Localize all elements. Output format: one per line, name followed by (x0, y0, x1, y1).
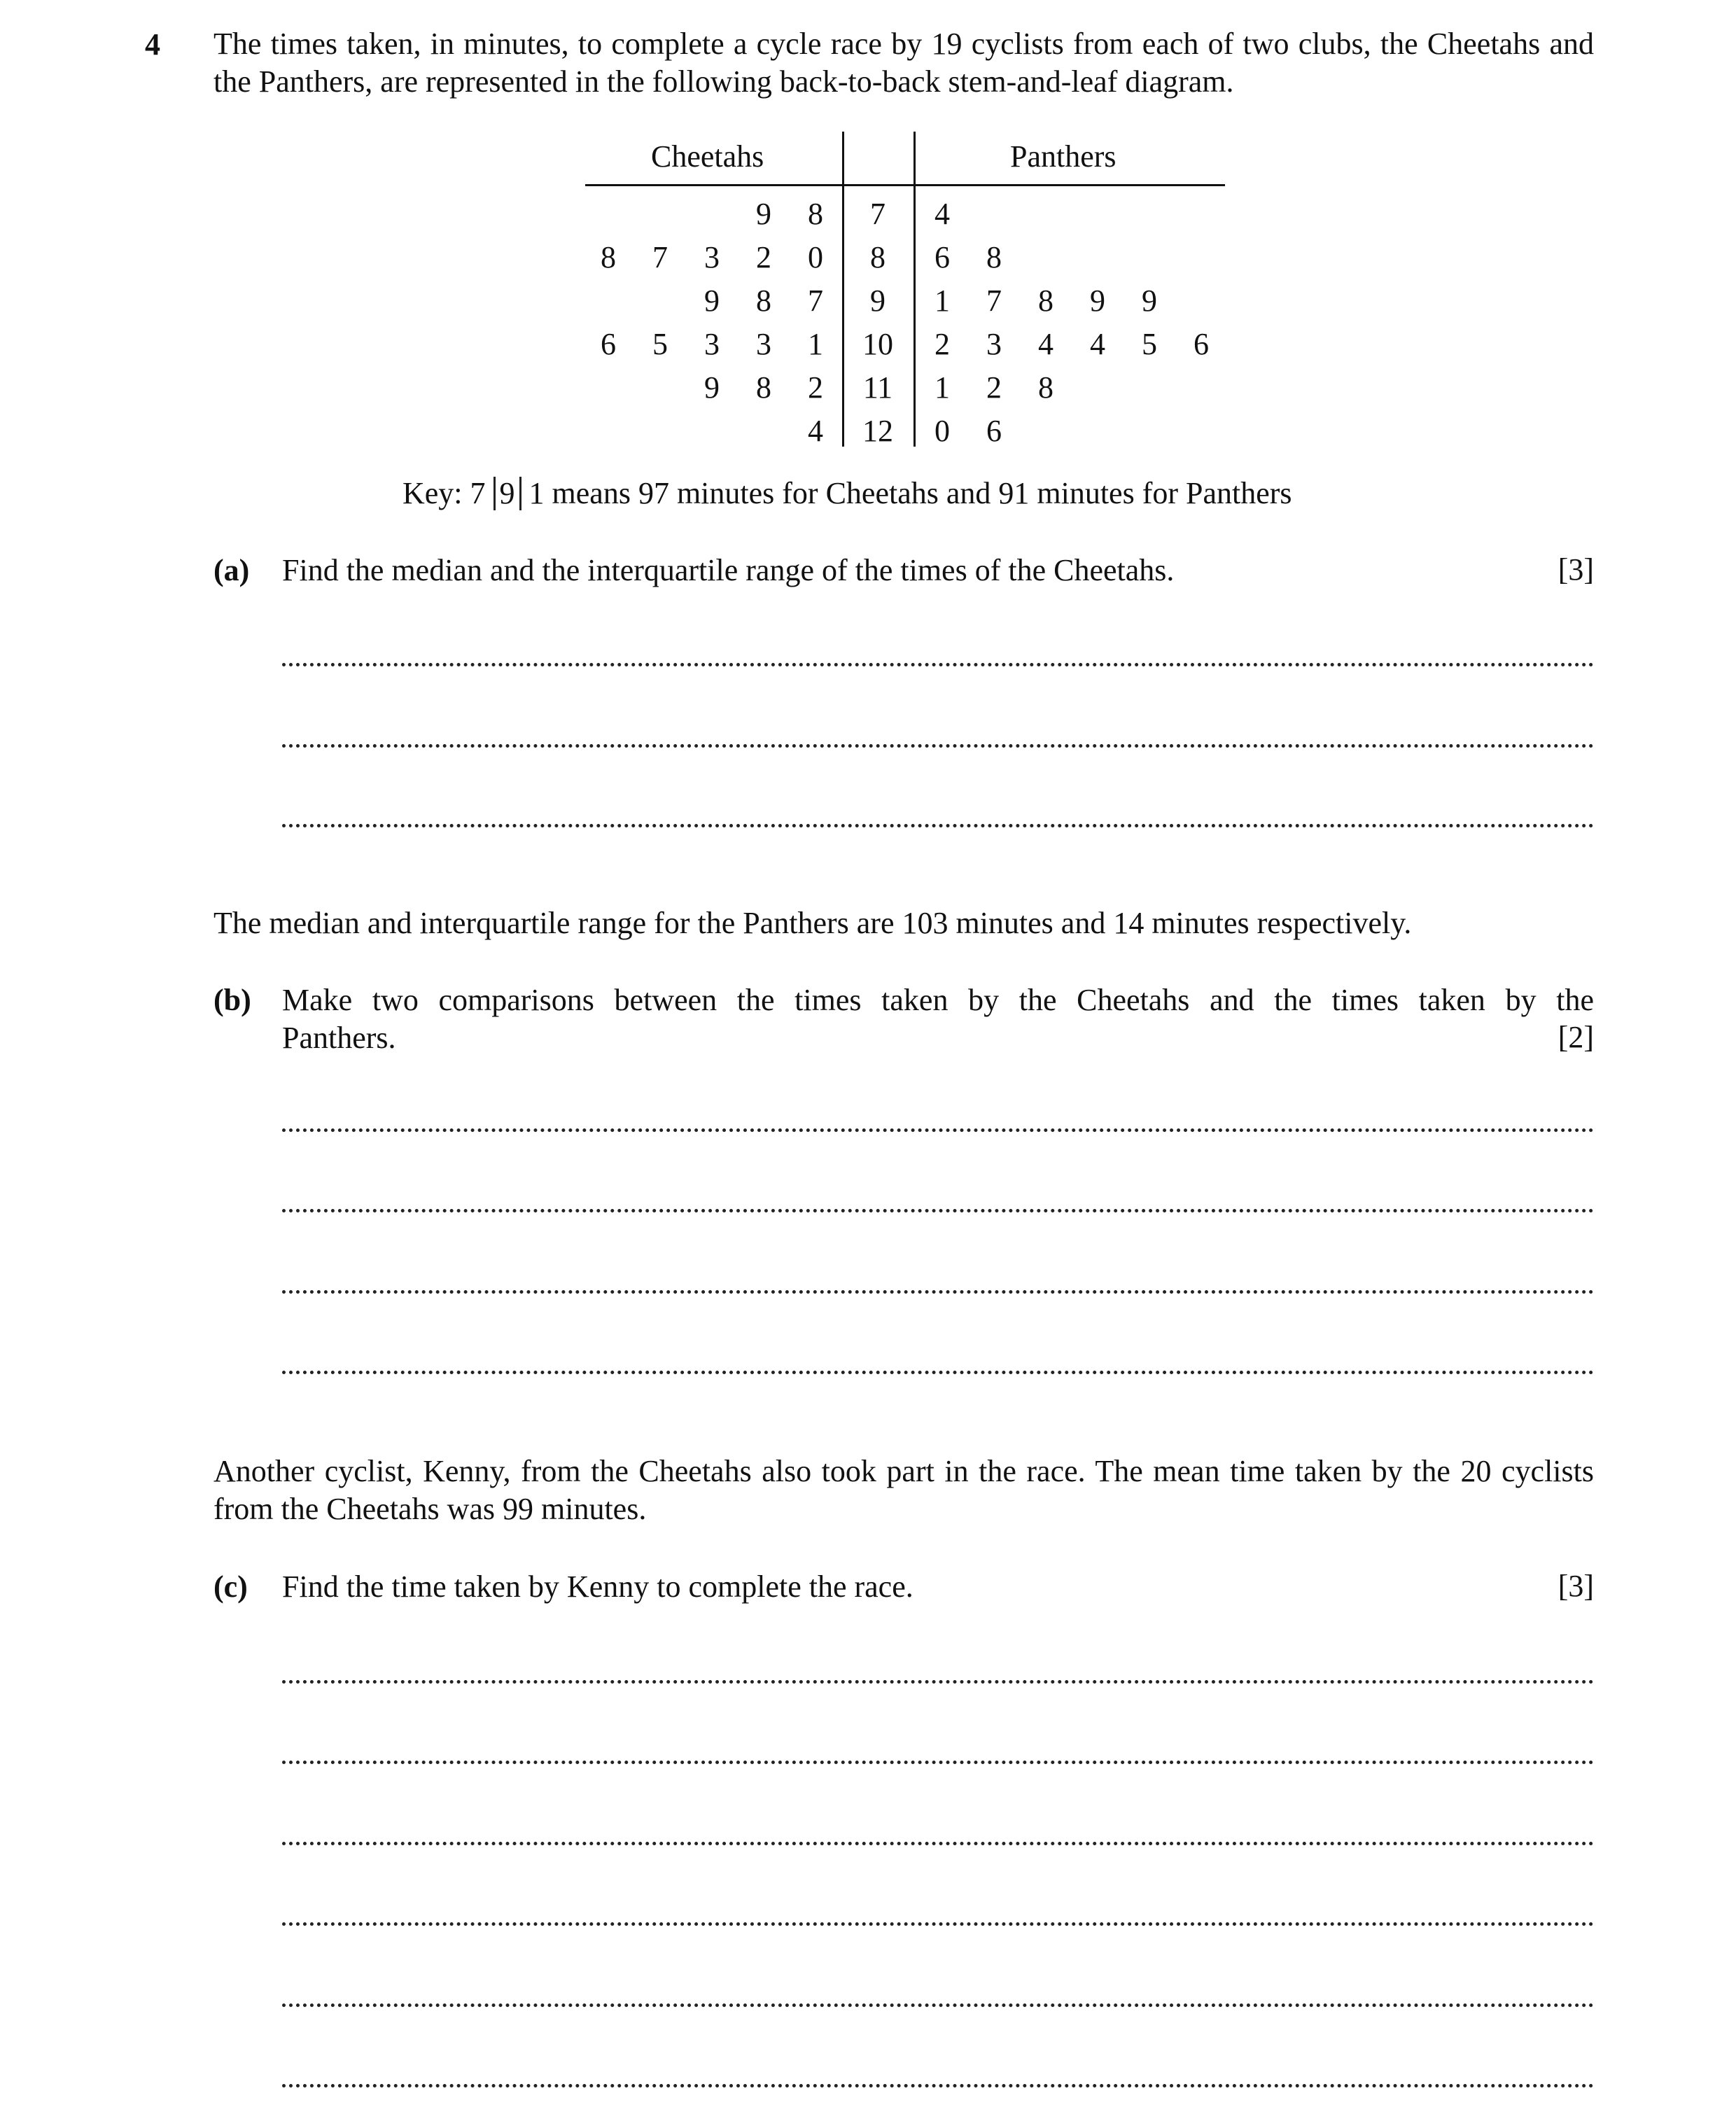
panthers-leaf: 0 (934, 414, 950, 448)
question-intro: The times taken, in minutes, to complete a cycle race by 19 cyclists from each of two clubs, the Cheetahs and the Panthers, are represented in the following back-to-back stem-and-leaf diagram. (214, 27, 1594, 99)
panthers-leaf: 6 (986, 414, 1002, 448)
answer-line[interactable] (282, 2084, 1594, 2087)
kenny-statement: Another cyclist, Kenny, from the Cheetahs also took part in the race. The mean time taken by the 20 cyclists from the Cheetahs was 99 minutes. (214, 1454, 1594, 1526)
cheetahs-leaf: 3 (756, 327, 771, 361)
panthers-leaf: 2 (934, 327, 950, 361)
stem-value: 8 (870, 240, 886, 274)
answer-line[interactable] (282, 1922, 1594, 1926)
answer-line[interactable] (282, 744, 1594, 748)
key-stem: 9 (493, 477, 522, 510)
part-a-marks: [3] (1558, 552, 1594, 587)
part-b-text-line2: Panthers. (282, 1021, 396, 1055)
stem-and-leaf-diagram (0, 0, 1736, 462)
part-c-text: Find the time taken by Kenny to complete the race. (282, 1569, 913, 1604)
panthers-leaf: 4 (1090, 327, 1105, 361)
cheetahs-leaf: 9 (704, 284, 720, 318)
panthers-leaf: 6 (1194, 327, 1209, 361)
part-b-marks: [2] (1558, 1020, 1594, 1054)
cheetahs-leaf: 9 (704, 370, 720, 405)
part-a-text: Find the median and the interquartile range of the times of the Cheetahs. (282, 553, 1175, 587)
panthers-leaf: 1 (934, 370, 950, 405)
cheetahs-leaf: 9 (756, 197, 771, 231)
part-b-text (282, 981, 1594, 1057)
stem-divider-right (913, 132, 916, 447)
panthers-leaf: 8 (1038, 284, 1054, 318)
cheetahs-leaf: 6 (601, 327, 616, 361)
cheetahs-leaf: 4 (808, 414, 823, 448)
heading-rule (585, 184, 1225, 186)
panthers-leaf: 6 (934, 240, 950, 274)
answer-line[interactable] (282, 663, 1594, 666)
panthers-leaf: 4 (934, 197, 950, 231)
panthers-statement: The median and interquartile range for the Panthers are 103 minutes and 14 minutes respectively. (214, 906, 1412, 940)
part-c-marks: [3] (1558, 1569, 1594, 1603)
answer-line[interactable] (282, 1128, 1594, 1132)
cheetahs-leaf: 5 (652, 327, 668, 361)
cheetahs-leaf: 7 (652, 240, 668, 274)
key-suffix: 1 means 97 minutes for Cheetahs and 91 minutes for Panthers (528, 476, 1292, 510)
panthers-leaf: 9 (1090, 284, 1105, 318)
cheetahs-leaf: 2 (756, 240, 771, 274)
panthers-heading: Panthers (1010, 139, 1116, 174)
answer-line[interactable] (282, 824, 1594, 827)
answer-line[interactable] (282, 1842, 1594, 1845)
stem-value: 12 (862, 414, 893, 448)
cheetahs-leaf: 3 (704, 240, 720, 274)
panthers-leaf: 8 (986, 240, 1002, 274)
answer-line[interactable] (282, 1761, 1594, 1764)
part-c-label: (c) (214, 1569, 248, 1604)
panthers-leaf: 3 (986, 327, 1002, 361)
answer-line[interactable] (282, 1680, 1594, 1684)
key-prefix: Key: 7 (402, 476, 486, 510)
answer-line[interactable] (282, 1290, 1594, 1294)
part-b-text-line1: Make two comparisons between the times taken by the Cheetahs and the times taken by the (282, 983, 1594, 1017)
cheetahs-leaf: 8 (808, 197, 823, 231)
answer-line[interactable] (282, 2003, 1594, 2007)
panthers-leaf: 9 (1142, 284, 1157, 318)
cheetahs-leaf: 8 (756, 284, 771, 318)
answer-line[interactable] (282, 1209, 1594, 1212)
panthers-leaf: 5 (1142, 327, 1157, 361)
cheetahs-leaf: 7 (808, 284, 823, 318)
question-number: 4 (145, 27, 160, 62)
cheetahs-leaf: 3 (704, 327, 720, 361)
panthers-leaf: 7 (986, 284, 1002, 318)
cheetahs-leaf: 8 (756, 370, 771, 405)
answer-line[interactable] (282, 1371, 1594, 1374)
stem-value: 11 (862, 370, 893, 405)
cheetahs-heading: Cheetahs (651, 139, 764, 174)
panthers-leaf: 4 (1038, 327, 1054, 361)
panthers-leaf: 8 (1038, 370, 1054, 405)
part-b-label: (b) (214, 983, 251, 1017)
diagram-key (402, 475, 1292, 512)
cheetahs-leaf: 0 (808, 240, 823, 274)
panthers-leaf: 1 (934, 284, 950, 318)
cheetahs-leaf: 8 (601, 240, 616, 274)
stem-value: 9 (870, 284, 886, 318)
stem-value: 10 (862, 327, 893, 361)
stem-value: 7 (870, 197, 886, 231)
panthers-leaf: 2 (986, 370, 1002, 405)
cheetahs-leaf: 2 (808, 370, 823, 405)
cheetahs-leaf: 1 (808, 327, 823, 361)
part-a-label: (a) (214, 553, 250, 587)
